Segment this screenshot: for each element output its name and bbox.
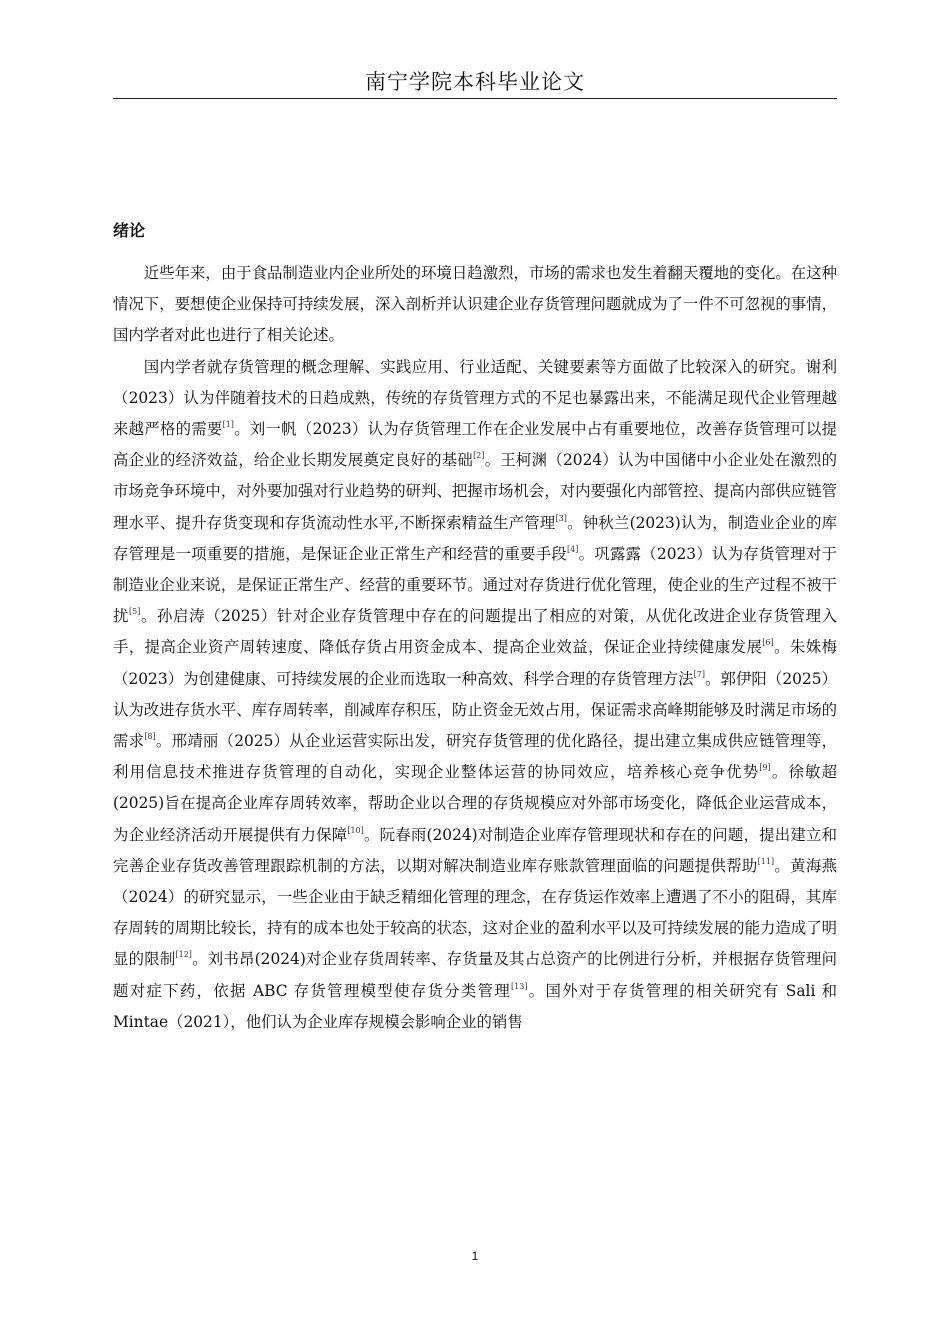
page-number: 1	[471, 1249, 479, 1263]
citation-ref: [6]	[762, 638, 774, 648]
citation-ref: [2]	[473, 451, 485, 461]
citation-ref: [11]	[757, 856, 775, 866]
citation-ref: [10]	[347, 825, 364, 835]
citation-ref: [5]	[129, 607, 141, 617]
citation-ref: [3]	[555, 513, 567, 523]
body-text	[113, 258, 837, 1038]
citation-ref: [7]	[693, 669, 705, 679]
header-divider	[113, 98, 837, 99]
paragraph-text: 。刘书昂(2024)对企业存货周转率、存货量及其占总资产的比例进行分析，并根据存货管理问题对症下药，依据 ABC 存货管理模型使存货分类管理	[113, 950, 837, 1000]
paragraph	[113, 258, 837, 352]
citation-ref: [13]	[511, 981, 528, 991]
paragraph-text: 。阮春雨(2024)对制造企业库存管理现状和存在的问题，提出建立和完善企业存货改善管理跟踪机制的方法，以期对解决制造业库存账款管理面临的问题提供帮助	[113, 825, 837, 875]
page-header-title: 南宁学院本科毕业论文	[365, 70, 585, 94]
citation-ref: [8]	[144, 732, 156, 742]
citation-ref: [12]	[175, 950, 192, 960]
citation-ref: [4]	[567, 544, 579, 554]
paragraph-text: 。钟秋兰(2023)认为，制造业企业的库存管理是一项重要的措施，是保证企业正常生产和经营的重要手段	[113, 513, 837, 563]
paragraph-text: 。孙启涛（2025）针对企业存货管理中存在的问题提出了相应的对策，从优化改进企业存货管理入手，提高企业资产周转速度、降低存货占用资金成本、提高企业效益，保证企业持续健康发展	[113, 607, 837, 657]
paragraph-text: 。巩露露（2023）认为存货管理对于制造业企业来说，是保证正常生产、经营的重要环节。通过对存货进行优化管理，使企业的生产过程不被干扰	[113, 544, 837, 626]
paragraph-text: 。郭伊阳（2025）认为改进存货水平、库存周转率，削减库存积压，防止资金无效占用，保证需求高峰期能够及时满足市场的需求	[113, 669, 838, 751]
paragraph-text: 国内学者就存货管理的概念理解、实践应用、行业适配、关键要素等方面做了比较深入的研究。谢利（2023）认为伴随着技术的日趋成熟，传统的存货管理方式的不足也暴露出来，不能满足现代企业管理越来越严格的需要	[113, 357, 837, 439]
paragraph-text: 。邢靖丽（2025）从企业运营实际出发，研究存货管理的优化路径，提出建立集成供应链管理等，利用信息技术推进存货管理的自动化，实现企业整体运营的协同效应，培养核心竞争优势	[113, 732, 837, 782]
section-title: 绪论	[113, 221, 146, 240]
paragraph-text: 。徐敏超(2025)旨在提高企业库存周转效率，帮助企业以合理的存货规模应对外部市场变化，降低企业运营成本，为企业经济活动开展提供有力保障	[113, 763, 837, 844]
citation-ref: [1]	[222, 420, 234, 430]
paragraph-text: 。黄海燕（2024）的研究显示，一些企业由于缺乏精细化管理的理念，在存货运作效率上遭遇了不小的阻碍，其库存周转的周期比较长，持有的成本也处于较高的状态，这对企业的盈利水平以及可持续发展的能力造成了明显的限制	[113, 856, 837, 969]
paragraph-text: 。王柯渊（2024）认为中国储中小企业处在激烈的市场竞争环境中，对外要加强对行业趋势的研判、把握市场机会，对内要强化内部管控、提高内部供应链管理水平、提升存货变现和存货流动性水平,不断探索精益生产管理	[113, 451, 837, 532]
paragraph-text: 。刘一帆（2023）认为存货管理工作在企业发展中占有重要地位，改善存货管理可以提高企业的经济效益，给企业长期发展奠定良好的基础	[113, 420, 837, 470]
paragraph-text: 。国外对于存货管理的相关研究有 Sali 和 Mintae（2021），他们认为企业库存规模会影响企业的销售	[113, 981, 837, 1031]
paragraph-text: 。朱姝梅（2023）为创建健康、可持续发展的企业而选取一种高效、科学合理的存货管理方法	[113, 638, 837, 688]
paragraph-text: 近些年来，由于食品制造业内企业所处的环境日趋激烈，市场的需求也发生着翻天覆地的变化。在这种情况下，要想使企业保持可持续发展，深入剖析并认识建企业存货管理问题就成为了一件不可忽视的事情，国内学者对此也进行了相关论述。	[113, 264, 837, 345]
paragraph	[113, 352, 837, 1038]
citation-ref: [9]	[759, 763, 771, 773]
